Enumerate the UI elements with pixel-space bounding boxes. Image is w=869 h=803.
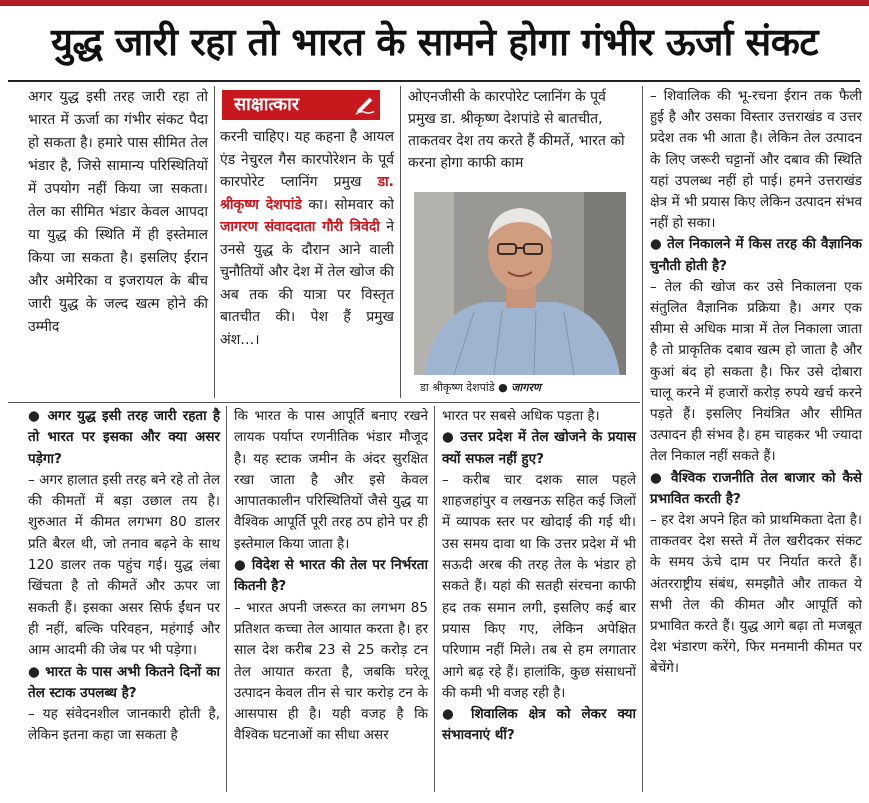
answer-1: – अगर हालात इसी तरह बने रहे तो तेल की कीमतों में बड़ा उछाल तय है। शुरुआत में कीमत लगभग 80 डालर प्रति बैरल थी, जो तनाव बढ़ने के साथ 120 डालर तक पहुंच गई। युद्ध लंबा खिंचता है तो कीमतें और ऊपर जा सकती हैं। इसका असर सिर्फ ईंधन पर ही नहीं, बल्कि परिवहन, महंगाई और आम आदमी की जेब पर भी पड़ेगा। [28, 470, 220, 662]
column-divider [226, 406, 227, 792]
blurb-text: ओएनजीसी के कारपोरेट प्लानिंग के पूर्व प्रमुख डा. श्रीकृष्ण देशपांडे से बातचीत, ताकतवर देश तय करते हैं कीमतें, भारत को करना होगा काफी काम [408, 89, 625, 171]
column-divider [214, 86, 215, 398]
question-3: ● विदेश से भारत की तेल पर निर्भरता कितनी है? [234, 555, 428, 598]
intro-left-column [28, 86, 208, 339]
right-answer-2: – हर देश अपने हित को प्राथमिकता देता है। ताकतवर देश सस्ते में तेल खरीदकर संकट के समय ऊंचे दाम पर निर्यात करते हैं। अंतरराष्ट्रीय संबंध, समझौते और ताकत ये सभी तेल की कीमत और आपूर्ति को प्रभावित करते हैं। युद्ध आगे बढ़ा तो मजबूत देश भंडारण करेंगे, फिर मनमानी कीमत पर बेचेंगे। [650, 510, 862, 680]
qa-column-2 [234, 406, 428, 747]
qa-column-1 [28, 406, 220, 747]
answer-3-cont: भारत पर सबसे अधिक पड़ता है। [442, 408, 600, 424]
interviewee-name: डा. श्रीकृष्ण देशपांडे [220, 174, 394, 213]
interviewee-photo [414, 192, 626, 375]
answer-2: – यह संवेदनशील जानकारी होती है, लेकिन इतना कहा जा सकता है [28, 704, 220, 747]
badge-label: साक्षात्कार [234, 94, 300, 115]
intro-mid-text-b: का। सोमवार को [308, 196, 394, 213]
portrait-image [414, 192, 626, 375]
column-divider [642, 86, 643, 792]
intro-left-text: अगर युद्ध इसी तरह जारी रहा तो भारत में ऊर्जा का गंभीर संकट पैदा हो सकता है। हमारे पास सीमित तेल भंडार है, जिसे सामान्य परिस्थितियों में उपयोग नहीं किया जा सकता। तेल का सीमित भंडार केवल आपदा या युद्ध की स्थिति में ही इस्तेमाल किया जा सकता है। इसलिए ईरान और अमेरिका व इजरायल के बीच जारी युद्ध के जल्द खत्म होने की उम्मीद [28, 89, 208, 335]
question-4: ● उत्तर प्रदेश में तेल खोजने के प्रयास क्यों सफल नहीं हुए? [442, 427, 636, 470]
top-accent-bar [0, 0, 869, 6]
qa-column-3 [442, 406, 636, 747]
interview-badge [222, 90, 380, 120]
summary-blurb [408, 86, 636, 174]
question-1: ● अगर युद्ध इसी तरह जारी रहता है तो भारत पर इसका और क्या असर पड़ेगा? [28, 406, 220, 470]
right-question-1: ● तेल निकालने में किस तरह की वैज्ञानिक चुनौती होती है? [650, 234, 862, 276]
right-answer-top: – शिवालिक की भू-रचना ईरान तक फैली हुई है और उसका विस्तार उत्तराखंड व उत्तर प्रदेश तक भी आता है। लेकिन तेल उत्पादन के लिए जरूरी चट्टानों और दबाव की स्थिति यहां उपलब्ध नहीं हो पाई। हमने उत्तराखंड क्षेत्र में भी प्रयास किए लेकिन उत्पादन संभव नहीं हो सका। [650, 88, 862, 232]
intro-mid-column [220, 126, 394, 351]
headline-rule [8, 80, 860, 82]
section-divider [8, 402, 640, 403]
column-divider [434, 406, 435, 792]
column-divider [400, 86, 401, 398]
answer-3: – भारत अपनी जरूरत का लगभग 85 प्रतिशत कच्चा तेल आयात करता है। हर साल देश करीब 23 से 25 करोड़ टन तेल आयात करता है, जबकि घरेलू उत्पादन केवल तीन से चार करोड़ टन के आसपास ही है। यही वजह है कि वैश्विक घटनाओं का सीधा असर [234, 598, 428, 747]
caption-brand: जागरण [511, 381, 541, 394]
right-answer-1: – तेल की खोज कर उसे निकालना एक संतुलित वैज्ञानिक प्रक्रिया है। अगर एक सीमा से अधिक मात्रा में तेल निकाला जाता है तो प्राकृतिक दबाव खत्म हो जाता है और कुआं बंद हो सकता है। फिर उसे दोबारा चालू करने में हजारों करोड़ रुपये खर्च करने पड़ते हैं। इसलिए नियंत्रित और सीमित उत्पादन ही संभव है। हम चाहकर भी ज्यादा तेल निकाल नहीं सकते हैं। [650, 277, 862, 468]
caption-name: डा श्रीकृष्ण देशपांडे [420, 381, 495, 394]
intro-mid-text-a: करनी चाहिए। यह कहना है आयल एंड नेचुरल गैस कारपोरेशन के पूर्व कारपोरेट प्लानिंग प्रमुख [220, 129, 394, 190]
question-2: ● भारत के पास अभी कितने दिनों का तेल स्टाक उपलब्ध है? [28, 662, 220, 705]
reporter-name: जागरण संवाददाता गौरी त्रिवेदी [220, 219, 380, 235]
intro-mid-text-c: ने उनसे युद्ध के दौरान आने वाली चुनौतियों और देश में तेल खोज की अब तक की यात्रा पर विस्तृत बातचीत की। पेश हैं प्रमुख अंश…। [220, 219, 394, 348]
right-question-2: ● वैश्विक राजनीति तेल बाजार को कैसे प्रभावित करती है? [650, 468, 862, 510]
photo-caption: डा श्रीकृष्ण देशपांडे ● जागरण [420, 381, 541, 394]
headline: युद्ध जारी रहा तो भारत के सामने होगा गंभीर ऊर्जा संकट [50, 20, 819, 64]
question-5: ● शिवालिक क्षेत्र को लेकर क्या संभावनाएं थीं? [442, 704, 636, 747]
answer-4: – करीब चार दशक साल पहले शाहजहांपुर व लखनऊ सहित कई जिलों में व्यापक स्तर पर खोदाई की गई थी। उस समय दावा था कि उत्तर प्रदेश में भी सऊदी अरब की तरह तेल के भंडार हो सकते हैं। यहां की सतही संरचना काफी हद तक समान लगी, इसलिए कई बार प्रयास किए गए, लेकिन अपेक्षित परिणाम नहीं मिले। तब से हम लगातार आगे बढ़ रहे हैं। हालांकि, कुछ संसाधनों की कमी भी वजह रही है। [442, 470, 636, 704]
pen-icon [354, 94, 376, 116]
answer-2-cont: कि भारत के पास आपूर्ति बनाए रखने लायक पर्याप्त रणनीतिक भंडार मौजूद है। यह स्टाक जमीन के अंदर सुरक्षित रखा जाता है और इसे केवल आपातकालीन परिस्थितियों जैसे युद्ध या वैश्विक आपूर्ति पूरी तरह ठप होने पर ही इस्तेमाल किया जाता है। [234, 408, 428, 552]
right-column [650, 86, 862, 680]
